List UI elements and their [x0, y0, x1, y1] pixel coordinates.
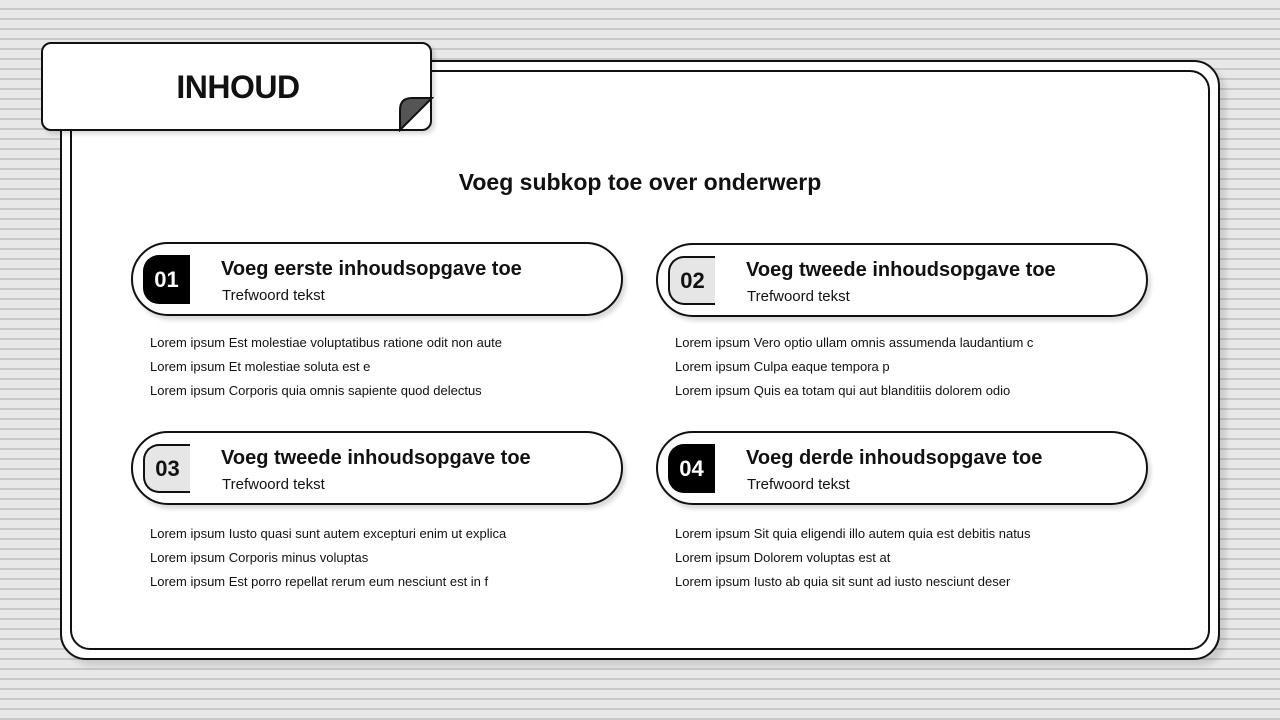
list-item: Lorem ipsum Est porro repellat rerum eum nesciunt est in f	[150, 574, 489, 589]
card-keyword: Trefwoord tekst	[747, 288, 850, 305]
toc-card-1[interactable]	[131, 242, 623, 316]
card-2-lines	[675, 334, 1033, 406]
list-item: Lorem ipsum Est molestiae voluptatibus ratione odit non aute	[150, 335, 502, 350]
number-badge: 02	[668, 256, 715, 305]
card-title: Voeg eerste inhoudsopgave toe	[221, 258, 522, 280]
page-fold-icon	[398, 96, 434, 132]
card-title: Voeg tweede inhoudsopgave toe	[221, 447, 531, 469]
card-3-lines	[150, 525, 506, 597]
card-keyword: Trefwoord tekst	[222, 476, 325, 493]
list-item: Lorem ipsum Dolorem voluptas est at	[675, 550, 891, 565]
number-badge: 04	[668, 444, 715, 493]
subtitle: Voeg subkop toe over onderwerp	[458, 169, 822, 195]
card-keyword: Trefwoord tekst	[747, 476, 850, 493]
card-title: Voeg derde inhoudsopgave toe	[746, 447, 1043, 469]
card-keyword: Trefwoord tekst	[222, 287, 325, 304]
toc-card-3[interactable]	[131, 431, 623, 505]
title-tab	[41, 42, 432, 131]
card-1-lines	[150, 334, 502, 406]
list-item: Lorem ipsum Iusto quasi sunt autem excepturi enim ut explica	[150, 526, 507, 541]
toc-card-4[interactable]	[656, 431, 1148, 505]
list-item: Lorem ipsum Corporis minus voluptas	[150, 550, 369, 565]
page-title: INHOUD	[176, 69, 300, 105]
list-item: Lorem ipsum Quis ea totam qui aut blanditiis dolorem odio	[675, 383, 1011, 398]
list-item: Lorem ipsum Culpa eaque tempora p	[675, 359, 890, 374]
list-item: Lorem ipsum Vero optio ullam omnis assumenda laudantium c	[675, 335, 1034, 350]
list-item: Lorem ipsum Corporis quia omnis sapiente quod delectus	[150, 383, 482, 398]
list-item: Lorem ipsum Iusto ab quia sit sunt ad iusto nesciunt deser	[675, 574, 1011, 589]
card-4-lines	[675, 525, 1031, 597]
number-badge: 01	[143, 255, 190, 304]
list-item: Lorem ipsum Sit quia eligendi illo autem quia est debitis natus	[675, 526, 1031, 541]
number-badge: 03	[143, 444, 190, 493]
card-title: Voeg tweede inhoudsopgave toe	[746, 259, 1056, 281]
toc-card-2[interactable]	[656, 243, 1148, 317]
list-item: Lorem ipsum Et molestiae soluta est e	[150, 359, 371, 374]
